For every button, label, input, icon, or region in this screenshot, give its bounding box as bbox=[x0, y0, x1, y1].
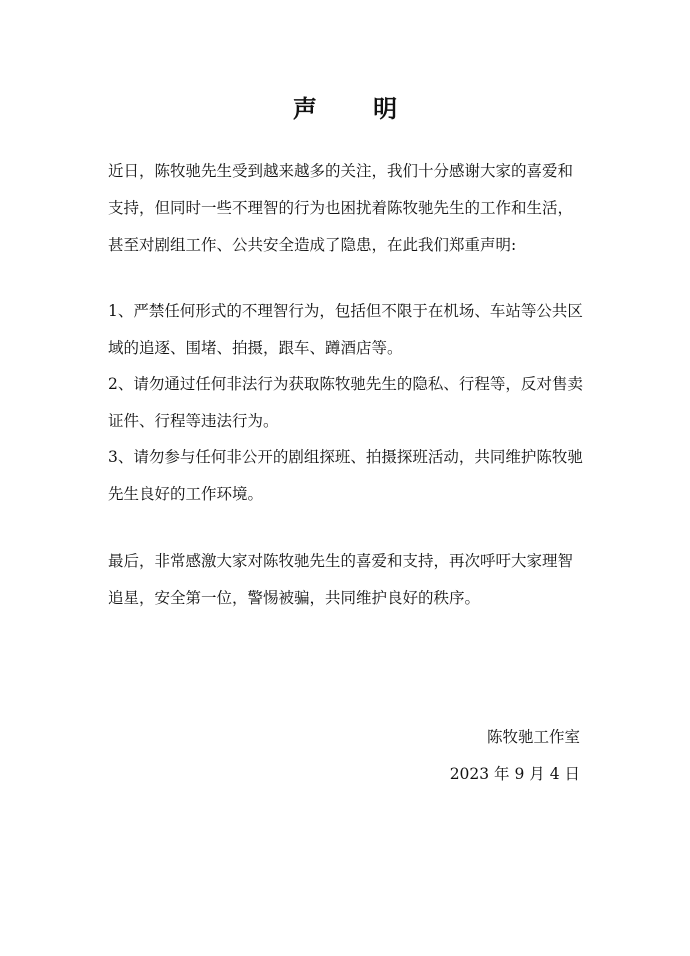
signature-date: 2023 年 9 月 4 日 bbox=[449, 765, 580, 783]
intro-paragraph: 近日，陈牧驰先生受到越来越多的关注，我们十分感谢大家的喜爱和支持，但同时一些不理智的行为也困扰着陈牧驰先生的工作和生活，甚至对剧组工作、公共安全造成了隐患，在此我们郑重声明: bbox=[108, 162, 574, 254]
statement-item-2: 2、请勿通过任何非法行为获取陈牧驰先生的隐私、行程等，反对售卖证件、行程等违法行为。 bbox=[108, 375, 583, 430]
signature-name: 陈牧驰工作室 bbox=[486, 728, 580, 746]
document-title: 声 明 bbox=[292, 94, 422, 123]
statement-item-1: 1、严禁任何形式的不理智行为，包括但不限于在机场、车站等公共区域的追逐、围堵、拍摄，跟车、蹲酒店等。 bbox=[108, 302, 583, 357]
closing-paragraph: 最后，非常感激大家对陈牧驰先生的喜爱和支持，再次呼吁大家理智追星，安全第一位，警惕被骗，共同维护良好的秩序。 bbox=[108, 552, 574, 607]
statement-item-3: 3、请勿参与任何非公开的剧组探班、拍摄探班活动，共同维护陈牧驰先生良好的工作环境。 bbox=[108, 448, 583, 503]
